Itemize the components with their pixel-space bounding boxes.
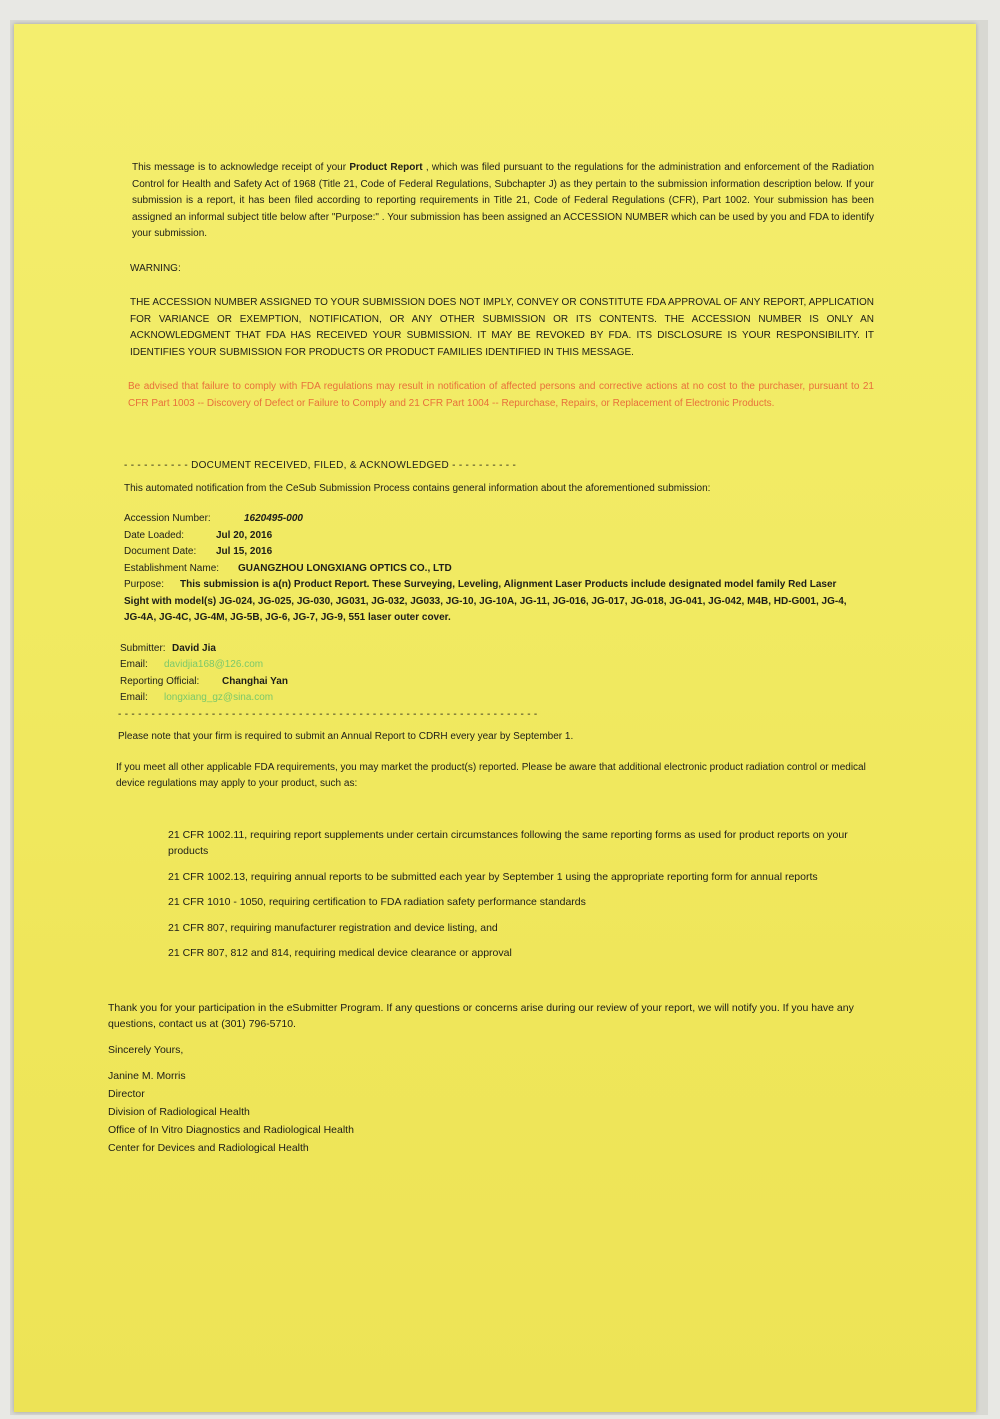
- submitter-row: [120, 641, 874, 658]
- official-label: Reporting Official:: [120, 675, 200, 687]
- document-date-label: Document Date:: [124, 546, 197, 557]
- submitter-email-link[interactable]: davidjia168@126.com: [164, 659, 264, 670]
- establishment-row: [124, 561, 874, 578]
- document-date-value: Jul 15, 2016: [216, 546, 273, 557]
- intro-text-before: This message is to acknowledge receipt of your: [132, 162, 350, 173]
- official-email-label: Email:: [120, 692, 148, 703]
- requirement-item: 21 CFR 807, 812 and 814, requiring medical device clearance or approval: [168, 947, 512, 959]
- intro-paragraph: [104, 160, 874, 243]
- purpose-label: Purpose:: [124, 579, 165, 590]
- contacts-divider: - - - - - - - - - - - - - - - - - - - - - - - - - - - - - - - - - - - - - - - - - - - - - - - - - - - - - - - - - - - - - - -: [118, 708, 538, 720]
- section-divider: - - - - - - - - - - DOCUMENT RECEIVED, FILED, & ACKNOWLEDGED - - - - - - - - - -: [124, 460, 517, 471]
- automated-notification-note: This automated notification from the CeSub Submission Process contains general information about the aforementioned submission:: [124, 482, 711, 494]
- marketing-note: If you meet all other applicable FDA requirements, you may market the product(s) reported. Please be aware that additional electronic product radiation control or medical device regulations may apply to your product, such as:: [116, 761, 866, 789]
- date-loaded-label: Date Loaded:: [124, 529, 185, 541]
- official-name: Changhai Yan: [222, 675, 288, 687]
- intro-product-report: Product Report: [349, 162, 423, 173]
- accession-value: 1620495-000: [244, 513, 303, 524]
- signatory-office: Office of In Vitro Diagnostics and Radiological Health: [108, 1123, 354, 1136]
- requirement-item: 21 CFR 807, requiring manufacturer registration and device listing, and: [168, 921, 498, 934]
- thanks-paragraph: Thank you for your participation in the eSubmitter Program. If any questions or concerns arise during our review of your report, we will notify you. If you have any questions, contact us at (301) 796-5710.: [108, 1001, 854, 1030]
- document-date-row: [124, 544, 874, 561]
- date-loaded-value: Jul 20, 2016: [216, 529, 273, 541]
- annual-report-note: Please note that your firm is required to submit an Annual Report to CDRH every year by September 1.: [118, 731, 574, 742]
- requirement-item: 21 CFR 1002.11, requiring report supplements under certain circumstances following the same reporting forms as used for product reports on your products: [168, 828, 848, 857]
- establishment-value: GUANGZHOU LONGXIANG OPTICS CO., LTD: [238, 562, 452, 574]
- establishment-label: Establishment Name:: [124, 562, 220, 574]
- signatory-division: Division of Radiological Health: [108, 1105, 250, 1118]
- accession-row: [124, 511, 874, 528]
- contacts-block: [104, 641, 874, 707]
- submitter-email-row: [120, 657, 874, 674]
- purpose-value: This submission is a(n) Product Report. These Surveying, Leveling, Alignment Laser Products include designated model family Red Laser Sight with model(s) JG-024, JG-025, JG-030, JG031, JG-032, JG033, JG-10, JG-10A, JG-11, JG-016, JG-017, JG-018, JG-041, JG-042, M4B, HD-G001, JG-4, JG-4A, JG-4C, JG-4M, JG-5B, JG-6, JG-7, JG-9, 551 laser outer cover.: [124, 579, 847, 623]
- warning-label: WARNING:: [130, 262, 181, 274]
- requirements-list: [104, 827, 874, 962]
- signatory-center: Center for Devices and Radiological Health: [108, 1141, 309, 1154]
- accession-label: Accession Number:: [124, 513, 211, 524]
- requirement-item: 21 CFR 1010 - 1050, requiring certification to FDA radiation safety performance standards: [168, 896, 586, 908]
- official-row: [120, 674, 874, 691]
- signatory-name: Janine M. Morris: [108, 1069, 186, 1082]
- compliance-notice: Be advised that failure to comply with FDA regulations may result in notification of affected persons and corrective actions at no cost to the purchaser, pursuant to 21 CFR Part 1003 -- Discovery of Defect or Failure to Comply and 21 CFR Part 1004 -- Repurchase, Repairs, or Replacement of Electronic Products.: [128, 381, 874, 409]
- submitter-name: David Jia: [172, 642, 216, 654]
- signatory-title: Director: [108, 1087, 145, 1100]
- requirement-item: 21 CFR 1002.13, requiring annual reports to be submitted each year by September 1 using the appropriate reporting form for annual reports: [168, 870, 818, 883]
- official-email-row: [120, 690, 874, 707]
- signature-block: [104, 1041, 874, 1157]
- warning-body: THE ACCESSION NUMBER ASSIGNED TO YOUR SUBMISSION DOES NOT IMPLY, CONVEY OR CONSTITUTE FDA APPROVAL OF ANY REPORT, APPLICATION FOR VARIANCE OR EXEMPTION, NOTIFICATION, OR ANY OTHER SUBMISSION OR ITS CONTENTS. THE ACCESSION NUMBER IS ONLY AN ACKNOWLEDGMENT THAT FDA HAS RECEIVED YOUR SUBMISSION. IT MAY BE REVOKED BY FDA. ITS DISCLOSURE IS YOUR RESPONSIBILITY. IT IDENTIFIES YOUR SUBMISSION FOR PRODUCTS OR PRODUCT FAMILIES IDENTIFIED IN THIS MESSAGE.: [130, 297, 874, 358]
- official-email-link[interactable]: longxiang_gz@sina.com: [164, 692, 274, 703]
- acknowledgment-letter: [104, 160, 874, 1157]
- submitter-email-label: Email:: [120, 659, 148, 670]
- date-loaded-row: [124, 528, 874, 545]
- closing: Sincerely Yours,: [108, 1043, 184, 1056]
- purpose-row: [124, 577, 864, 627]
- submission-details: [104, 511, 874, 627]
- intro-text-after: , which was filed pursuant to the regulations for the administration and enforcement of the Radiation Control for Health and Safety Act of 1968 (Title 21, Code of Federal Regulations, Subchapter J) as they pertain to the submission information description below. If your submission is a report, it has been filed according to reporting requirements in Title 21, Code of Federal Regulations (CFR), Part 1002. Your submission has been assigned an informal subject title below after "Purpose:" . Your submission has been assigned an ACCESSION NUMBER which can be used by you and FDA to identify your submission.: [132, 162, 875, 239]
- submitter-label: Submitter:: [120, 642, 166, 654]
